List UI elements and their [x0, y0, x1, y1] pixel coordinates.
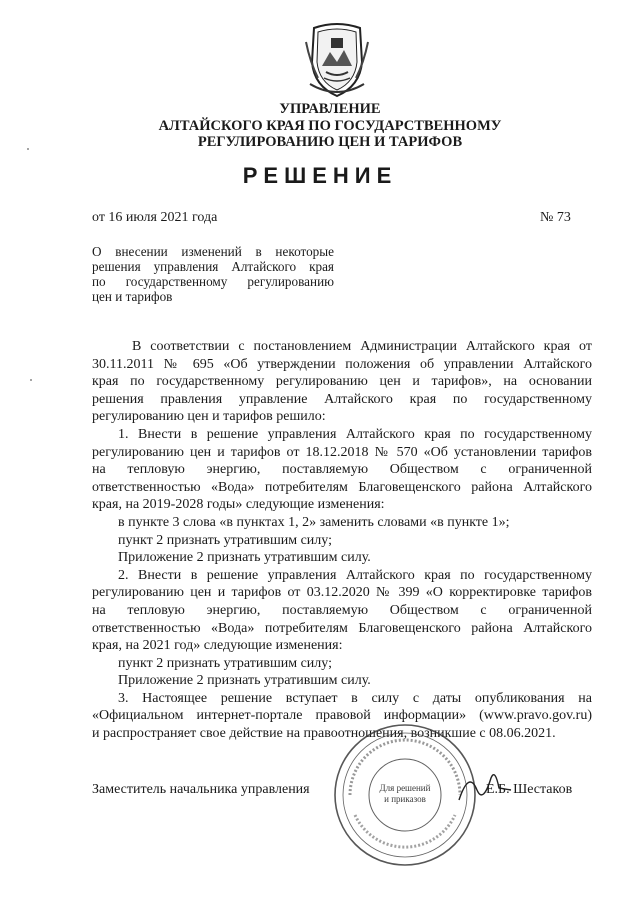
body-line: Приложение 2 признать утратившим силу.: [118, 673, 371, 689]
body-line: пункт 2 признать утратившим силу;: [118, 532, 332, 548]
body-line: регулированию цен и тарифов решило:: [92, 409, 326, 425]
document-number: № 73: [540, 210, 571, 225]
body-line: регулированию цен и тарифов от 03.12.2020 № 399 «О корректировке тарифов: [92, 585, 592, 601]
body-line: 30.11.2011 № 695 «Об утверждении положения об управлении Алтайского: [92, 356, 592, 372]
subject-line: решения управления Алтайского края: [92, 259, 334, 274]
subject-line: по государственному регулированию: [92, 274, 334, 289]
coat-of-arms-emblem: [304, 22, 370, 98]
body-line: В соответствии с постановлением Администрации Алтайского края от: [132, 339, 592, 354]
subject-line: цен и тарифов: [92, 289, 173, 304]
org-line-1: УПРАВЛЕНИЕ: [279, 101, 381, 117]
body-line: в пункте 3 слова «в пунктах 1, 2» заменить словами «в пункте 1»;: [118, 514, 510, 530]
body-line: 1. Внести в решение управления Алтайского края по государственному: [118, 426, 592, 442]
stamp-inner-text-1: Для решений: [379, 783, 431, 793]
body-line: края, на 2021 год» следующие изменения:: [92, 638, 343, 654]
body-line: и распространяет свое действие на правоотношения, возникшие с 08.06.2021.: [92, 726, 556, 742]
signatory-title: Заместитель начальника управления: [92, 782, 310, 797]
body-line: на тепловую энергию, поставляемую Обществом с ограниченной: [92, 602, 592, 618]
body-line: края по государственному регулированию цен и тарифов», на основании: [92, 374, 592, 390]
body-line: края, на 2019-2028 годы» следующие изменения:: [92, 497, 385, 513]
body-line: регулированию цен и тарифов от 18.12.2018 № 570 «Об установлении тарифов: [92, 444, 592, 460]
document-type-title: РЕШЕНИЕ: [242, 163, 398, 188]
margin-speck: [30, 379, 32, 381]
signatory-name: Е.Б. Шестаков: [486, 782, 573, 797]
body-line: ответственностью «Вода» потребителям Благовещенского района Алтайского: [92, 620, 592, 636]
stamp-inner-text-2: и приказов: [384, 794, 426, 804]
body-line: пункт 2 признать утратившим силу;: [118, 655, 332, 671]
margin-speck: [27, 148, 29, 150]
document-body: [92, 338, 592, 743]
body-line: «Официальном интернет-портале правовой информации» (www.pravo.gov.ru): [92, 708, 592, 724]
body-line: ответственностью «Вода» потребителям Благовещенского района Алтайского: [92, 479, 592, 495]
body-line: Приложение 2 признать утратившим силу.: [118, 550, 371, 566]
org-line-3: РЕГУЛИРОВАНИЮ ЦЕН И ТАРИФОВ: [197, 134, 463, 150]
subject-line: О внесении изменений в некоторые: [92, 244, 334, 259]
document-subject: [92, 244, 334, 304]
body-line: 2. Внести в решение управления Алтайского края по государственному: [118, 567, 592, 583]
body-line: на тепловую энергию, поставляемую Обществом с ограниченной: [92, 462, 592, 478]
body-line: 3. Настоящее решение вступает в силу с даты опубликования на: [118, 690, 592, 706]
document-date: от 16 июля 2021 года: [92, 210, 218, 225]
org-line-2: АЛТАЙСКОГО КРАЯ ПО ГОСУДАРСТВЕННОМУ: [158, 117, 502, 134]
organization-header: [100, 101, 560, 151]
body-line: решения правления управление Алтайского края по государственному: [92, 391, 592, 407]
